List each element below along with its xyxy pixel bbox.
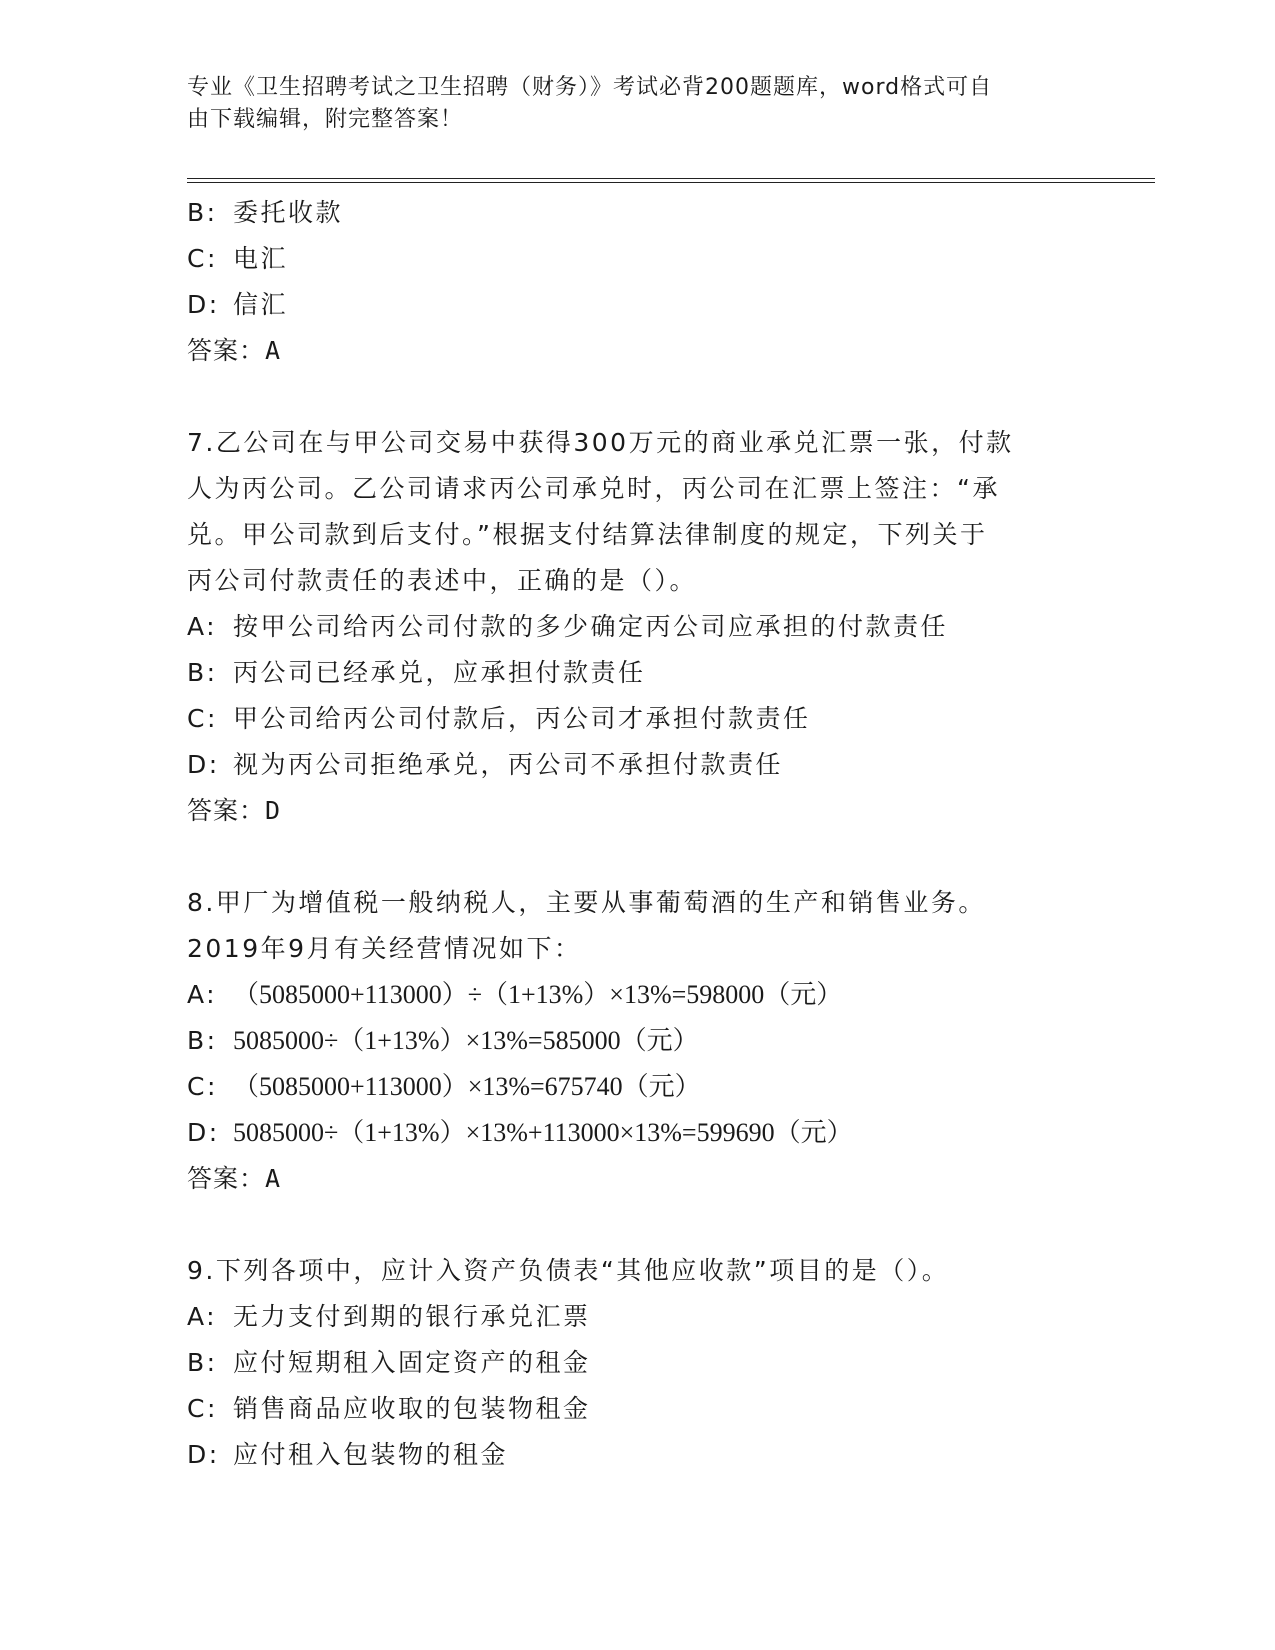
answer-value: A [265, 1164, 282, 1193]
option-text: 5085000÷（1+13%）×13%+113000×13%=599690（元） [233, 1118, 853, 1147]
option-letter: C: [187, 1072, 218, 1101]
option-a [187, 1294, 1087, 1340]
option-text: （5085000+113000）×13%=675740（元） [233, 1072, 701, 1101]
option-text: 视为丙公司拒绝承兑，丙公司不承担付款责任 [233, 750, 784, 779]
option-b [187, 1340, 1087, 1386]
option-text: 销售商品应收取的包装物租金 [233, 1394, 591, 1423]
document-body [187, 190, 1087, 1478]
question-8-block [187, 880, 1087, 1202]
option-text: 应付租入包装物的租金 [233, 1440, 509, 1469]
header-line-2: 由下载编辑，附完整答案！ [187, 107, 464, 132]
answer-line [187, 788, 1087, 834]
question-6-block [187, 190, 1087, 374]
option-letter: D: [187, 1440, 220, 1469]
option-text: 信汇 [233, 290, 289, 319]
option-letter: B: [187, 198, 218, 227]
answer-line [187, 1156, 1087, 1202]
option-letter: B: [187, 1348, 218, 1377]
option-text: 委托收款 [233, 198, 344, 227]
option-b [187, 1018, 1087, 1064]
option-text: （5085000+113000）÷（1+13%）×13%=598000（元） [233, 980, 843, 1009]
option-letter: D: [187, 290, 220, 319]
option-text: 按甲公司给丙公司付款的多少确定丙公司应承担的付款责任 [233, 612, 949, 641]
question-7-line-3: 兑。甲公司款到后支付。”根据支付结算法律制度的规定，下列关于 [187, 520, 988, 549]
option-c [187, 236, 1087, 282]
question-9-block [187, 1248, 1087, 1478]
option-letter: A: [187, 980, 218, 1009]
option-text: 无力支付到期的银行承兑汇票 [233, 1302, 591, 1331]
header-line-1: 专业《卫生招聘考试之卫生招聘（财务）》考试必背200题题库，word格式可自 [187, 75, 993, 100]
option-c [187, 1386, 1087, 1432]
question-7-block [187, 420, 1087, 834]
answer-value: A [265, 336, 282, 365]
option-letter: C: [187, 244, 218, 273]
question-8-line-1: 8.甲厂为增值税一般纳税人，主要从事葡萄酒的生产和销售业务。 [187, 888, 986, 917]
option-a [187, 972, 1087, 1018]
question-7-line-4: 丙公司付款责任的表述中，正确的是（）。 [187, 566, 698, 595]
option-c [187, 696, 1087, 742]
option-c [187, 1064, 1087, 1110]
answer-label: 答案： [187, 336, 266, 365]
option-letter: A: [187, 612, 218, 641]
option-letter: B: [187, 1026, 218, 1055]
question-9-line-1: 9.下列各项中，应计入资产负债表“其他应收款”项目的是（）。 [187, 1256, 950, 1285]
option-text: 电汇 [233, 244, 289, 273]
option-text: 丙公司已经承兑，应承担付款责任 [233, 658, 646, 687]
option-a [187, 604, 1087, 650]
question-7-line-1: 7.乙公司在与甲公司交易中获得300万元的商业承兑汇票一张，付款 [187, 428, 1014, 457]
header-divider-top [187, 178, 1155, 179]
option-d [187, 1432, 1087, 1478]
option-text: 甲公司给丙公司付款后，丙公司才承担付款责任 [233, 704, 811, 733]
answer-line [187, 328, 1087, 374]
option-letter: A: [187, 1302, 218, 1331]
answer-label: 答案： [187, 796, 266, 825]
option-letter: D: [187, 750, 220, 779]
option-d [187, 1110, 1087, 1156]
question-8-line-2: 2019年9月有关经营情况如下： [187, 934, 582, 963]
answer-value: D [265, 796, 282, 825]
document-header [187, 72, 1067, 136]
header-divider-bottom [187, 182, 1155, 183]
option-b [187, 650, 1087, 696]
option-letter: C: [187, 1394, 218, 1423]
option-b [187, 190, 1087, 236]
option-letter: B: [187, 658, 218, 687]
option-d [187, 742, 1087, 788]
option-d [187, 282, 1087, 328]
option-letter: D: [187, 1118, 220, 1147]
option-text: 应付短期租入固定资产的租金 [233, 1348, 591, 1377]
question-7-line-2: 人为丙公司。乙公司请求丙公司承兑时，丙公司在汇票上签注：“承 [187, 474, 1000, 503]
option-letter: C: [187, 704, 218, 733]
answer-label: 答案： [187, 1164, 266, 1193]
option-text: 5085000÷（1+13%）×13%=585000（元） [233, 1026, 699, 1055]
